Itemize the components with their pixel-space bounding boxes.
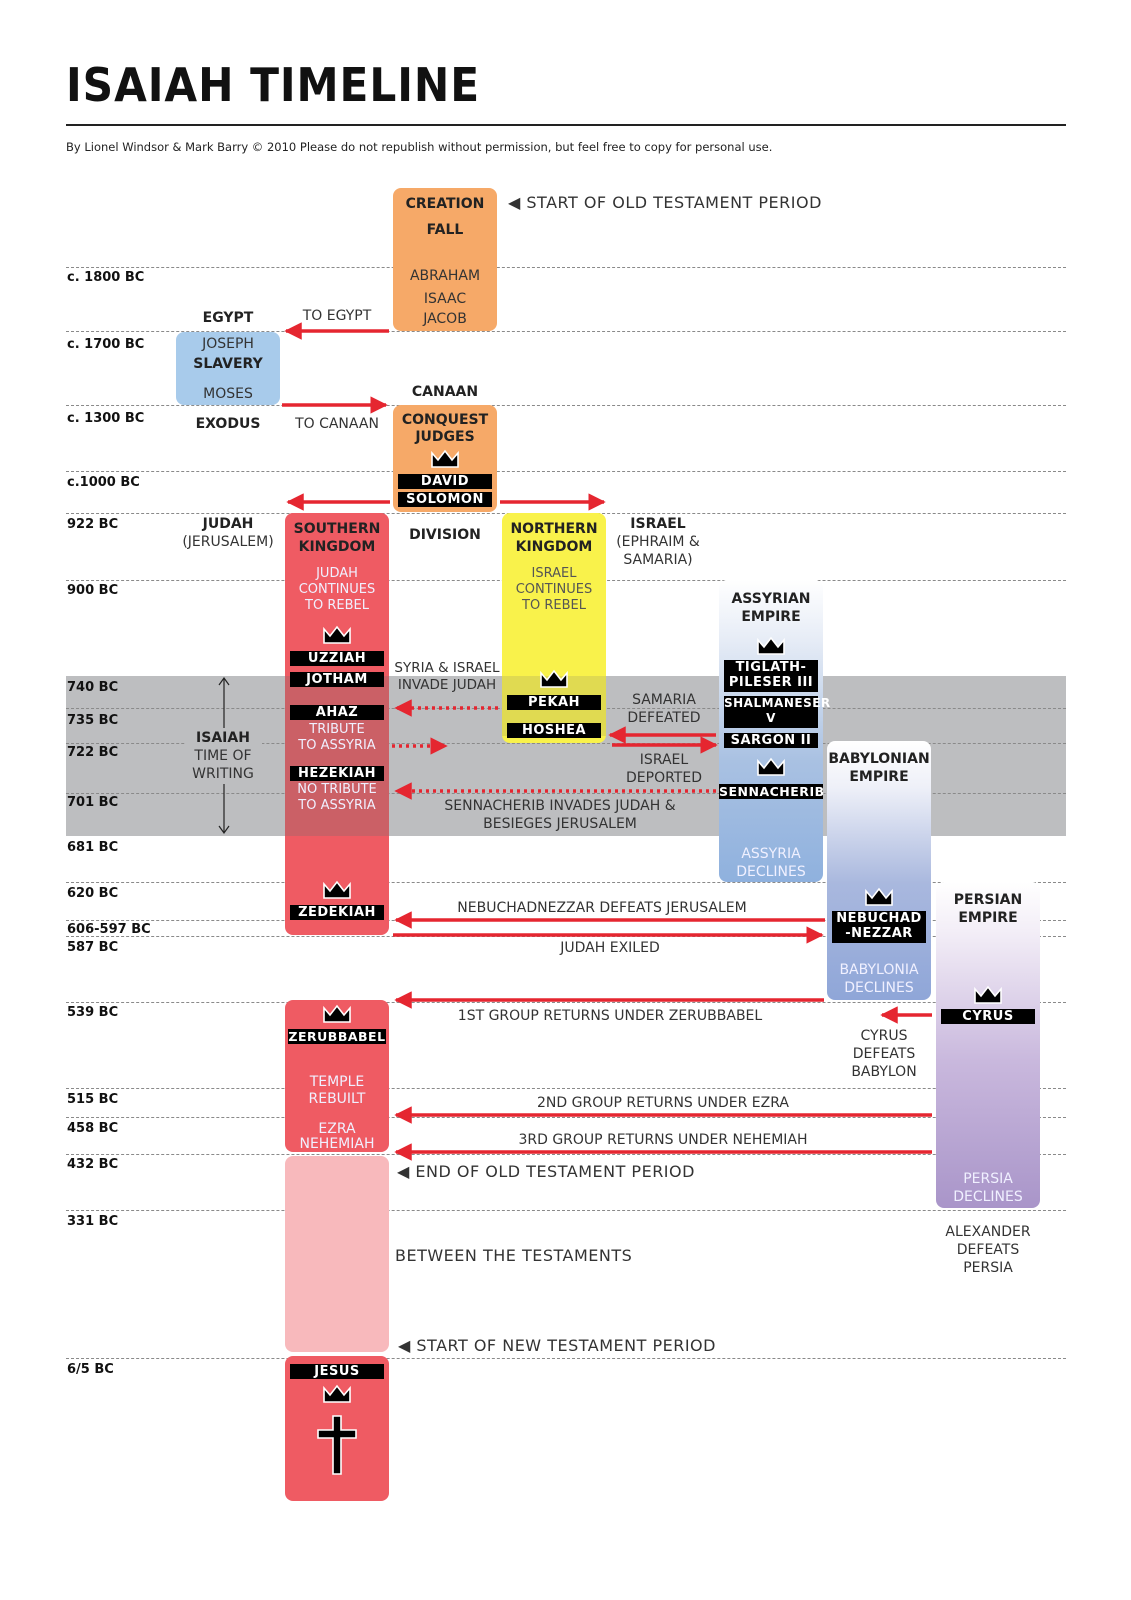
assyrian-label: ASSYRIAN [731, 591, 811, 607]
abraham-label: ABRAHAM [409, 268, 481, 284]
date-label: 539 BC [67, 1005, 119, 1020]
date-label: 922 BC [67, 517, 119, 532]
king-name-line: NEBUCHAD [836, 911, 922, 926]
assyria-declines: DECLINES [736, 864, 806, 880]
king-hezekiah: HEZEKIAH [290, 766, 384, 781]
event-cyrus: DEFEATS [852, 1046, 916, 1062]
event-exiled: JUDAH EXILED [560, 940, 660, 956]
babylonian-label: BABYLONIAN [828, 751, 930, 767]
judges-label: JUDGES [415, 429, 475, 445]
israel-label: ISRAEL [630, 516, 686, 532]
event-samaria: DEFEATED [627, 710, 701, 726]
date-label: 681 BC [67, 840, 119, 855]
king-david: DAVID [398, 474, 492, 489]
to-egypt-label: TO EGYPT [302, 308, 372, 324]
judah-note: TO REBEL [305, 598, 369, 613]
fall-label: FALL [426, 222, 464, 238]
event-return3: 3RD GROUP RETURNS UNDER NEHEMIAH [518, 1132, 808, 1148]
empire-label: EMPIRE [849, 769, 909, 785]
date-label: 606-597 BC [67, 922, 151, 937]
byline: By Lionel Windsor & Mark Barry © 2010 Please do not republish without permission, but feel free to copy for personal use. [66, 140, 773, 154]
israel-note: ISRAEL [531, 566, 577, 581]
nehemiah-label: NEHEMIAH [299, 1136, 375, 1152]
king-name-line: V [766, 711, 776, 725]
king-cyrus: CYRUS [941, 1009, 1035, 1024]
king-uzziah: UZZIAH [290, 651, 384, 666]
start-nt-label: ◀ START OF NEW TESTAMENT PERIOD [398, 1336, 716, 1355]
kingdom-label: KINGDOM [515, 539, 593, 555]
king-sargon: SARGON II [724, 733, 818, 748]
event-alexander: PERSIA [963, 1260, 1013, 1276]
king-name-line: -NEZZAR [845, 926, 913, 941]
date-label: c. 1300 BC [67, 411, 145, 426]
samaria-label: SAMARIA) [623, 552, 693, 568]
babylonia-declines: DECLINES [844, 980, 914, 996]
jacob-label: JACOB [423, 311, 467, 327]
isaiah-label: ISAIAH [196, 730, 250, 746]
isaiah-label: WRITING [192, 766, 254, 782]
israel-note: CONTINUES [515, 582, 593, 597]
king-sennacherib: SENNACHERIB [719, 784, 825, 799]
slavery-label: SLAVERY [193, 356, 263, 372]
date-label: c.1000 BC [67, 475, 140, 490]
event-alexander: ALEXANDER [945, 1224, 1031, 1240]
date-label: c. 1700 BC [67, 337, 145, 352]
between-testaments-label: BETWEEN THE TESTAMENTS [395, 1246, 633, 1265]
hezekiah-note: TO ASSYRIA [298, 798, 376, 813]
isaiah-label: TIME OF [194, 748, 252, 764]
persia-declines: PERSIA [963, 1171, 1013, 1187]
event-deported: DEPORTED [626, 770, 702, 786]
king-name-line: SHALMANESER [724, 696, 831, 710]
ahaz-note: TO ASSYRIA [298, 738, 376, 753]
king-solomon: SOLOMON [398, 492, 492, 507]
empire-label: EMPIRE [741, 609, 801, 625]
date-label: 740 BC [67, 680, 119, 695]
egypt-heading: EGYPT [202, 310, 254, 326]
moses-label: MOSES [203, 386, 253, 402]
temple-rebuilt: REBUILT [308, 1091, 366, 1107]
event-cyrus: BABYLON [851, 1064, 917, 1080]
date-label: 331 BC [67, 1214, 119, 1229]
date-label: 701 BC [67, 795, 119, 810]
ahaz-note: TRIBUTE [309, 722, 365, 737]
date-label: 620 BC [67, 886, 119, 901]
date-label: 515 BC [67, 1092, 119, 1107]
assyria-declines: ASSYRIA [741, 846, 801, 862]
persian-label: PERSIAN [953, 892, 1023, 908]
event-nebuchadnezzar: NEBUCHADNEZZAR DEFEATS JERUSALEM [457, 900, 747, 916]
date-label: 587 BC [67, 940, 119, 955]
exodus-label: EXODUS [195, 416, 261, 432]
start-ot-label: ◀ START OF OLD TESTAMENT PERIOD [508, 193, 822, 212]
judah-note: CONTINUES [298, 582, 376, 597]
king-jotham: JOTHAM [290, 672, 384, 687]
southern-label: SOUTHERN [293, 521, 381, 537]
event-syria: INVADE JUDAH [397, 677, 497, 693]
creation-label: CREATION [405, 196, 485, 212]
jerusalem-label: (JERUSALEM) [182, 534, 274, 550]
joseph-label: JOSEPH [202, 336, 254, 352]
hezekiah-note: NO TRIBUTE [297, 782, 377, 797]
israel-note: TO REBEL [522, 598, 586, 613]
event-samaria: SAMARIA [632, 692, 696, 708]
date-label: 900 BC [67, 583, 119, 598]
ephraim-label: (EPHRAIM & [616, 534, 700, 550]
jesus-label: JESUS [290, 1364, 384, 1379]
date-label: c. 1800 BC [67, 270, 145, 285]
babylonia-declines: BABYLONIA [839, 962, 919, 978]
event-cyrus: CYRUS [860, 1028, 908, 1044]
to-canaan-label: TO CANAAN [295, 416, 379, 432]
date-label: 722 BC [67, 745, 119, 760]
date-label: 735 BC [67, 713, 119, 728]
king-ahaz: AHAZ [290, 705, 384, 720]
date-label: 6/5 BC [67, 1362, 114, 1377]
judah-label: JUDAH [202, 516, 254, 532]
ezra-label: EZRA [318, 1121, 356, 1137]
kingdom-label: KINGDOM [298, 539, 376, 555]
king-zedekiah: ZEDEKIAH [290, 905, 384, 920]
event-sennacherib: SENNACHERIB INVADES JUDAH & [444, 798, 676, 814]
persia-declines: DECLINES [953, 1189, 1023, 1205]
empire-label: EMPIRE [958, 910, 1018, 926]
judah-note: JUDAH [316, 566, 358, 581]
date-label: 458 BC [67, 1121, 119, 1136]
isaac-label: ISAAC [423, 291, 467, 307]
division-label: DIVISION [409, 527, 481, 543]
northern-label: NORTHERN [510, 521, 598, 537]
event-return2: 2ND GROUP RETURNS UNDER EZRA [537, 1095, 789, 1111]
king-name-line: PILESER III [728, 675, 814, 690]
king-hoshea: HOSHEA [507, 723, 601, 738]
event-sennacherib: BESIEGES JERUSALEM [483, 816, 637, 832]
event-deported: ISRAEL [639, 752, 689, 768]
date-label: 432 BC [67, 1157, 119, 1172]
event-syria: SYRIA & ISRAEL [394, 660, 500, 676]
event-alexander: DEFEATS [956, 1242, 1020, 1258]
event-return1: 1ST GROUP RETURNS UNDER ZERUBBABEL [457, 1008, 763, 1024]
leader-zerubbabel: ZERUBBABEL [288, 1029, 386, 1044]
king-pekah: PEKAH [507, 695, 601, 710]
temple-rebuilt: TEMPLE [309, 1074, 365, 1090]
king-name-line: TIGLATH- [735, 660, 807, 675]
canaan-heading: CANAAN [411, 384, 479, 400]
end-ot-label: ◀ END OF OLD TESTAMENT PERIOD [397, 1162, 695, 1181]
conquest-label: CONQUEST [401, 412, 489, 428]
page-title: ISAIAH TIMELINE [66, 58, 481, 112]
